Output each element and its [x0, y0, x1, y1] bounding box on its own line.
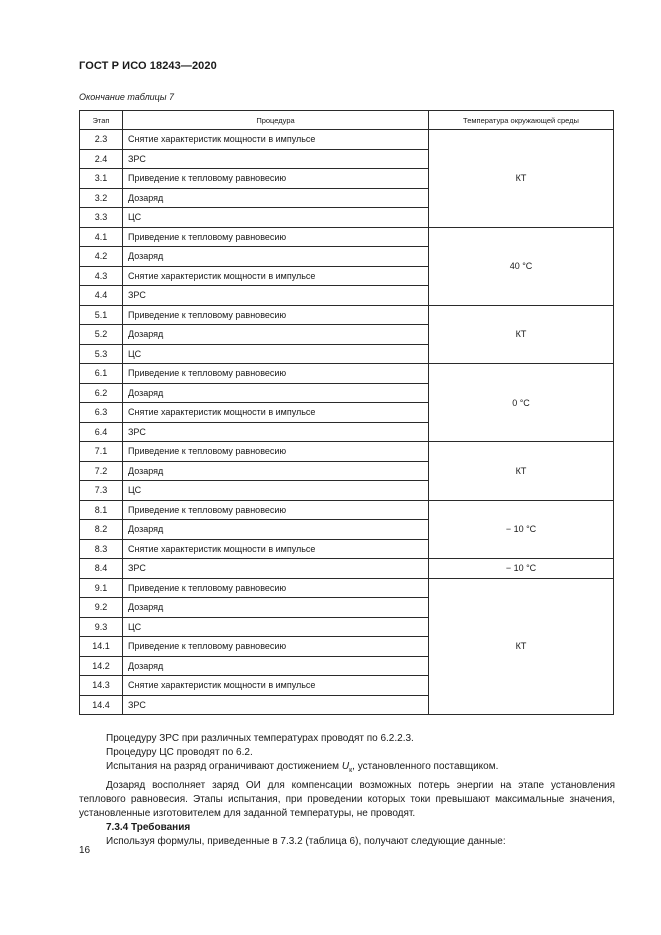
- table-row: [80, 364, 614, 384]
- temperature-cell: КТ: [429, 442, 614, 501]
- stage-cell: 14.1: [80, 637, 123, 657]
- procedure-cell: Дозаряд: [123, 656, 429, 676]
- stage-cell: 14.4: [80, 695, 123, 715]
- temperature-cell: КТ: [429, 305, 614, 364]
- table-row: [80, 442, 614, 462]
- stage-cell: 14.2: [80, 656, 123, 676]
- temperature-cell: 0 °С: [429, 364, 614, 442]
- paragraph: Процедуру ЦС проводят по 6.2.: [106, 747, 253, 759]
- procedure-cell: ЗРС: [123, 149, 429, 169]
- table-row: [80, 500, 614, 520]
- section-heading: 7.3.4 Требования: [106, 822, 191, 834]
- stage-cell: 7.2: [80, 461, 123, 481]
- procedure-cell: Дозаряд: [123, 247, 429, 267]
- stage-cell: 4.1: [80, 227, 123, 247]
- stage-cell: 9.2: [80, 598, 123, 618]
- stage-cell: 8.3: [80, 539, 123, 559]
- procedure-cell: Дозаряд: [123, 598, 429, 618]
- stage-cell: 6.3: [80, 403, 123, 423]
- procedure-cell: Приведение к тепловому равновесию: [123, 637, 429, 657]
- paragraph: Используя формулы, приведенные в 7.3.2 (таблица 6), получают следующие данные:: [106, 836, 506, 848]
- stage-cell: 4.2: [80, 247, 123, 267]
- table-row: [80, 559, 614, 579]
- procedure-cell: ЦС: [123, 344, 429, 364]
- temperature-cell: − 10 °С: [429, 559, 614, 579]
- procedure-cell: Снятие характеристик мощности в импульсе: [123, 539, 429, 559]
- stage-cell: 9.1: [80, 578, 123, 598]
- column-header-temperature: Температура окружающей среды: [429, 111, 614, 130]
- table-row: [80, 227, 614, 247]
- temperature-cell: КТ: [429, 578, 614, 715]
- procedure-cell: Приведение к тепловому равновесию: [123, 227, 429, 247]
- table-row: [80, 130, 614, 150]
- stage-cell: 14.3: [80, 676, 123, 696]
- table-caption: Окончание таблицы 7: [79, 92, 174, 102]
- procedure-cell: Дозаряд: [123, 188, 429, 208]
- procedure-cell: Снятие характеристик мощности в импульсе: [123, 403, 429, 423]
- temperature-cell: − 10 °С: [429, 500, 614, 559]
- paragraph-text: Испытания на разряд ограничивают достижением: [106, 761, 342, 773]
- procedure-cell: Приведение к тепловому равновесию: [123, 364, 429, 384]
- procedure-cell: Снятие характеристик мощности в импульсе: [123, 676, 429, 696]
- stage-cell: 7.1: [80, 442, 123, 462]
- page-number: 16: [79, 845, 91, 856]
- table-body: [80, 130, 614, 715]
- stage-cell: 4.3: [80, 266, 123, 286]
- stage-cell: 6.4: [80, 422, 123, 442]
- procedure-cell: ЗРС: [123, 422, 429, 442]
- procedure-cell: Дозаряд: [123, 383, 429, 403]
- stage-cell: 5.2: [80, 325, 123, 345]
- paragraph: Дозаряд восполняет заряд ОИ для компенсации возможных потерь энергии на этапе установления теплового равновесия. Этапы испытания, при проведении которых токи превышают максимальные значения, установленные изготовителем для заданной температуры, не проводят.: [79, 779, 615, 820]
- table-header-row: [80, 111, 614, 130]
- table-row: [80, 578, 614, 598]
- stage-cell: 9.3: [80, 617, 123, 637]
- column-header-stage: Этап: [80, 111, 123, 130]
- paragraph: [79, 760, 615, 778]
- procedure-cell: ЦС: [123, 617, 429, 637]
- procedure-cell: ЗРС: [123, 286, 429, 306]
- stage-cell: 8.1: [80, 500, 123, 520]
- procedure-cell: Приведение к тепловому равновесию: [123, 169, 429, 189]
- temperature-cell: 40 °С: [429, 227, 614, 305]
- voltage-symbol: U: [341, 761, 350, 773]
- document-header: ГОСТ Р ИСО 18243—2020: [79, 60, 217, 72]
- temperature-cell: КТ: [429, 130, 614, 228]
- voltage-subscript: к: [349, 767, 353, 775]
- stage-cell: 4.4: [80, 286, 123, 306]
- stage-cell: 6.1: [80, 364, 123, 384]
- stage-cell: 2.4: [80, 149, 123, 169]
- procedure-cell: ЗРС: [123, 695, 429, 715]
- stage-cell: 3.2: [80, 188, 123, 208]
- procedure-cell: Дозаряд: [123, 461, 429, 481]
- procedure-cell: ЗРС: [123, 559, 429, 579]
- stages-table: [79, 110, 614, 715]
- stage-cell: 3.1: [80, 169, 123, 189]
- table-row: [80, 305, 614, 325]
- procedure-cell: ЦС: [123, 481, 429, 501]
- procedure-cell: Снятие характеристик мощности в импульсе: [123, 266, 429, 286]
- stage-cell: 8.4: [80, 559, 123, 579]
- procedure-cell: Снятие характеристик мощности в импульсе: [123, 130, 429, 150]
- procedure-cell: ЦС: [123, 208, 429, 228]
- column-header-procedure: Процедура: [123, 111, 429, 130]
- stage-cell: 5.1: [80, 305, 123, 325]
- procedure-cell: Дозаряд: [123, 325, 429, 345]
- procedure-cell: Приведение к тепловому равновесию: [123, 305, 429, 325]
- stage-cell: 2.3: [80, 130, 123, 150]
- procedure-cell: Дозаряд: [123, 520, 429, 540]
- stage-cell: 3.3: [80, 208, 123, 228]
- body-text: [79, 732, 615, 850]
- paragraph-text: , установленного поставщиком.: [352, 761, 499, 773]
- procedure-cell: Приведение к тепловому равновесию: [123, 442, 429, 462]
- procedure-cell: Приведение к тепловому равновесию: [123, 578, 429, 598]
- stage-cell: 7.3: [80, 481, 123, 501]
- stage-cell: 6.2: [80, 383, 123, 403]
- procedure-cell: Приведение к тепловому равновесию: [123, 500, 429, 520]
- paragraph: Процедуру ЗРС при различных температурах проводят по 6.2.2.3.: [106, 733, 414, 744]
- stage-cell: 5.3: [80, 344, 123, 364]
- stage-cell: 8.2: [80, 520, 123, 540]
